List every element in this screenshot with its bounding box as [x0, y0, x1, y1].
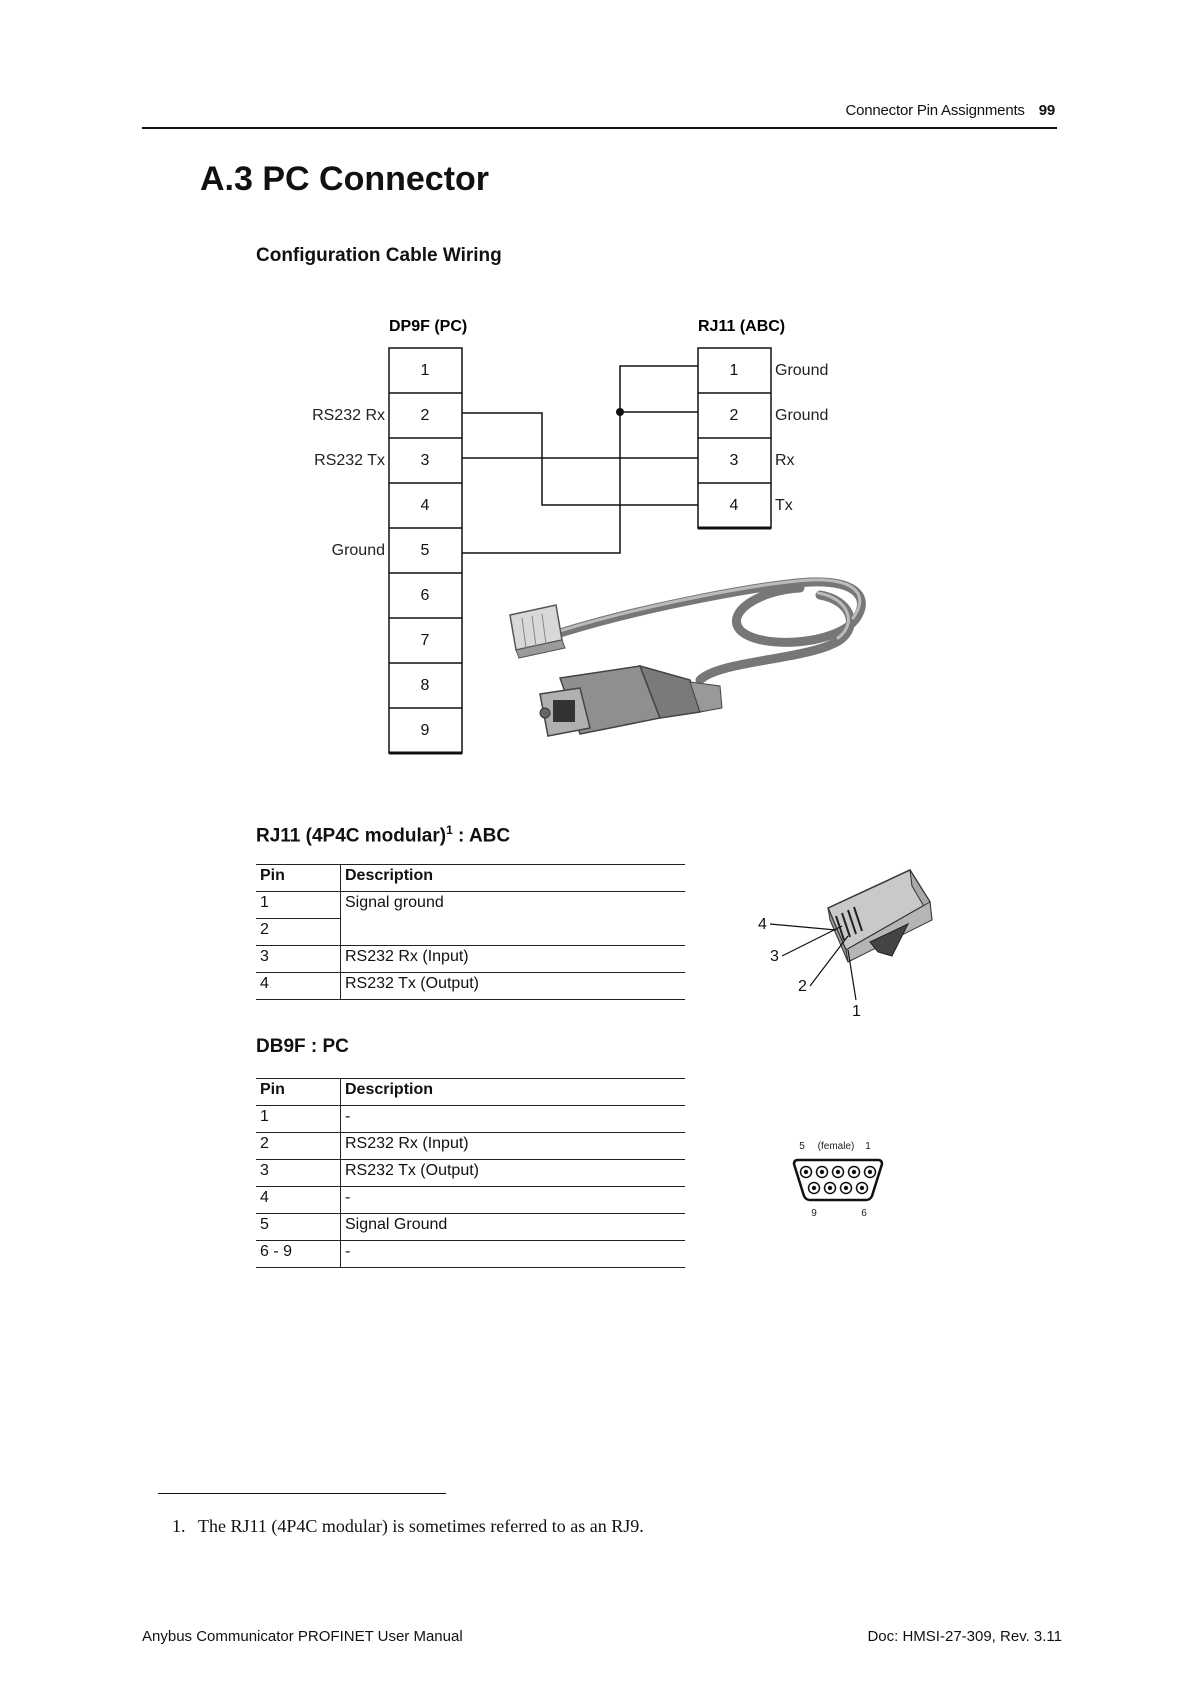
rj11-heading-prefix: RJ11 (4P4C modular): [256, 825, 447, 847]
pin-cell: 5: [256, 1214, 341, 1241]
rj11-pin: 1: [729, 362, 739, 379]
rj11-pin: 3: [729, 452, 739, 469]
dp9f-pin: 1: [420, 362, 430, 379]
rj11-side-label: Rx: [775, 452, 795, 469]
header-title: Connector Pin Assignments: [845, 102, 1025, 119]
column-header: Description: [341, 865, 686, 892]
table-row: [256, 892, 685, 919]
pin-cell: 4: [256, 973, 341, 1000]
table-row: [256, 1133, 685, 1160]
footer-doc-id: Doc: HMSI-27-309, Rev. 3.11: [867, 1628, 1062, 1645]
rj11-pin: 4: [729, 497, 739, 514]
dp9f-tx-label: RS232 Tx: [314, 452, 385, 469]
wire-ground: [462, 366, 698, 553]
db9-label-bottom-right: 6: [861, 1208, 867, 1219]
footnote-ref: 1: [446, 823, 453, 837]
pin-cell: 1: [256, 1106, 341, 1133]
rj11-pin-callout: 4: [758, 916, 767, 933]
pin-cell: 4: [256, 1187, 341, 1214]
dp9f-pin: 2: [420, 407, 430, 424]
table-row: [256, 1160, 685, 1187]
db9-label-top-right: 1: [865, 1141, 871, 1152]
table-row: [256, 1241, 685, 1268]
rj11-pin-callout: 1: [852, 1003, 861, 1020]
table-row: [256, 1106, 685, 1133]
rj11-side-label: Ground: [775, 362, 829, 379]
section-title: A.3 PC Connector: [200, 160, 490, 198]
db9-female-figure: [780, 1130, 900, 1230]
dp9f-pin: 3: [420, 452, 430, 469]
description-cell: RS232 Tx (Output): [341, 973, 686, 1000]
pin-cell: 2: [256, 919, 341, 946]
rj11-side-label: Tx: [775, 497, 793, 514]
rj11-heading-suffix: : ABC: [452, 825, 511, 847]
rj11-label: RJ11 (ABC): [698, 318, 786, 335]
table-header-row: [256, 1079, 685, 1106]
column-header: Description: [341, 1079, 686, 1106]
table-row: [256, 946, 685, 973]
description-cell: Signal ground: [341, 892, 686, 946]
wire-junction-dot: [616, 408, 624, 416]
footnote-text: The RJ11 (4P4C modular) is sometimes referred to as an RJ9.: [198, 1516, 644, 1536]
dp9f-pin: 5: [420, 542, 430, 559]
footnote-number: 1.: [172, 1516, 186, 1536]
column-header: Pin: [256, 865, 341, 892]
cable-illustration: [510, 580, 861, 736]
description-cell: RS232 Tx (Output): [341, 1160, 686, 1187]
table-row: [256, 1187, 685, 1214]
dp9f-pin: 6: [420, 587, 430, 604]
dp9f-pin: 9: [420, 722, 430, 739]
rj11-heading: [256, 823, 510, 847]
rj11-plug-figure: [740, 860, 940, 1020]
dp9f-pin: 8: [420, 677, 430, 694]
rj11-pin-callout: 3: [770, 948, 779, 965]
db9-label-bottom-left: 9: [811, 1208, 817, 1219]
footnote-divider: [158, 1493, 446, 1494]
db9-pin-table: [256, 1078, 685, 1268]
db9-heading: DB9F : PC: [256, 1036, 349, 1057]
footer-manual-title: Anybus Communicator PROFINET User Manual: [142, 1628, 463, 1645]
pin-cell: 2: [256, 1133, 341, 1160]
description-cell: -: [341, 1106, 686, 1133]
wire-rx-to-tx: [462, 413, 698, 505]
description-cell: -: [341, 1241, 686, 1268]
rj11-pin-table: [256, 864, 685, 1000]
column-header: Pin: [256, 1079, 341, 1106]
description-cell: RS232 Rx (Input): [341, 946, 686, 973]
rj11-pin: 2: [729, 407, 739, 424]
description-cell: RS232 Rx (Input): [341, 1133, 686, 1160]
description-cell: Signal Ground: [341, 1214, 686, 1241]
footnote: [172, 1516, 644, 1537]
rj11-pin-callout: 2: [798, 978, 807, 995]
page-number: 99: [1038, 102, 1055, 119]
rj11-side-label: Ground: [775, 407, 829, 424]
pin-cell: 1: [256, 892, 341, 919]
pin-cell: 6 - 9: [256, 1241, 341, 1268]
table-row: [256, 973, 685, 1000]
dp9f-rx-label: RS232 Rx: [312, 407, 385, 424]
db9-label-caption: (female): [817, 1141, 855, 1152]
wiring-heading: Configuration Cable Wiring: [256, 245, 502, 266]
dp9f-pin: 7: [420, 632, 430, 649]
dp9f-pin: 4: [420, 497, 430, 514]
db9-label-top-left: 5: [799, 1141, 805, 1152]
table-row: [256, 1214, 685, 1241]
pin-cell: 3: [256, 1160, 341, 1187]
pin-cell: 3: [256, 946, 341, 973]
description-cell: -: [341, 1187, 686, 1214]
dp9f-label: DP9F (PC): [389, 318, 468, 335]
wiring-diagram: [0, 0, 1190, 800]
dp9f-ground-label: Ground: [331, 542, 385, 559]
table-header-row: [256, 865, 685, 892]
